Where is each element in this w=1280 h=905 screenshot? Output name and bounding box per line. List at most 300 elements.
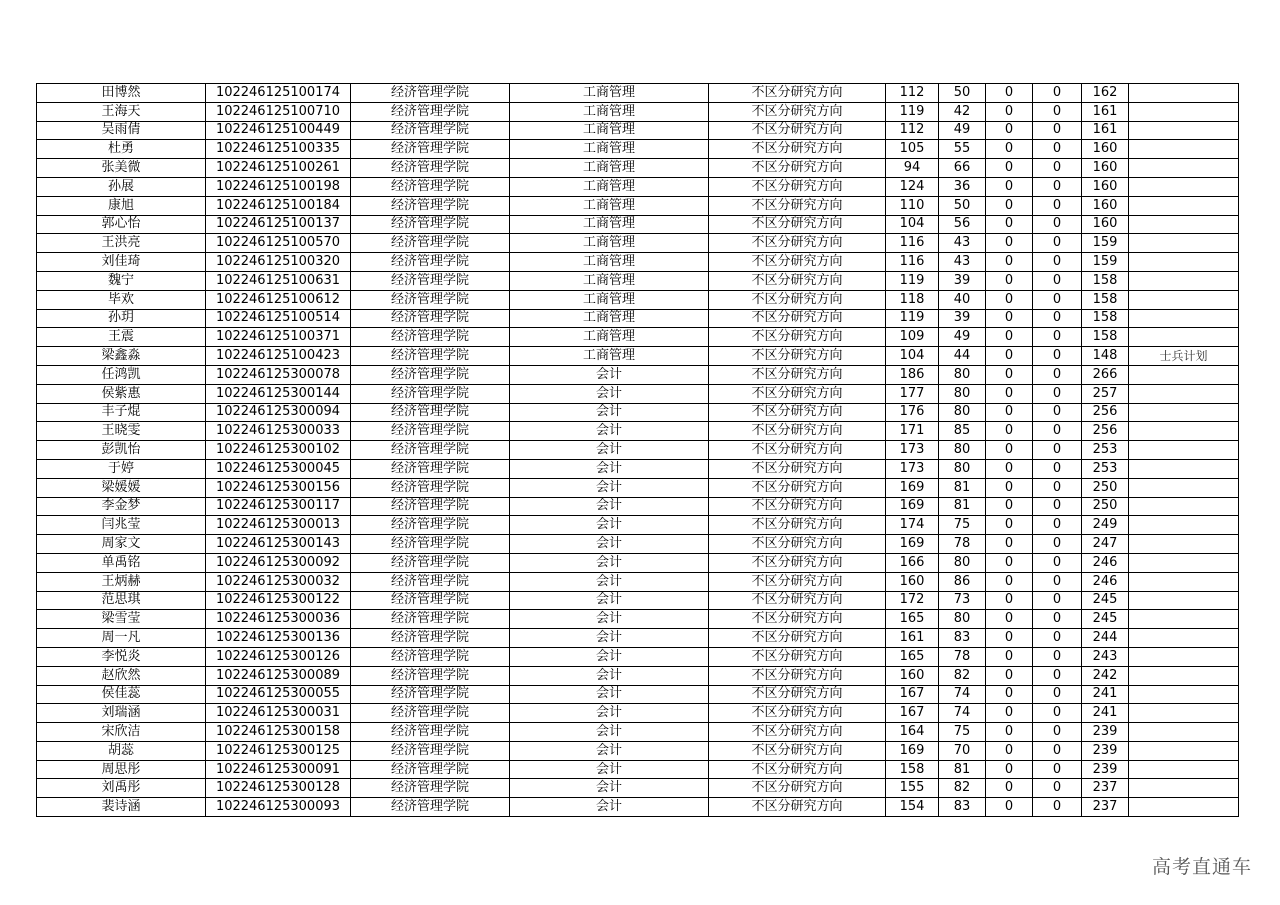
- school-cell: 经济管理学院: [351, 535, 510, 554]
- score4-cell: 0: [1033, 723, 1082, 742]
- school-cell: 经济管理学院: [351, 140, 510, 159]
- exam-id-cell: 102246125100612: [206, 290, 351, 309]
- direction-cell: 不区分研究方向: [709, 271, 886, 290]
- exam-id-cell: 102246125100371: [206, 328, 351, 347]
- note-cell: [1129, 704, 1239, 723]
- exam-id-cell: 102246125300122: [206, 591, 351, 610]
- score2-cell: 82: [939, 779, 986, 798]
- direction-cell: 不区分研究方向: [709, 629, 886, 648]
- exam-id-cell: 102246125100261: [206, 159, 351, 178]
- score4-cell: 0: [1033, 741, 1082, 760]
- direction-cell: 不区分研究方向: [709, 347, 886, 366]
- note-cell: [1129, 365, 1239, 384]
- exam-id-cell: 102246125100423: [206, 347, 351, 366]
- score1-cell: 112: [886, 121, 939, 140]
- name-cell: 周家文: [37, 535, 206, 554]
- score2-cell: 80: [939, 459, 986, 478]
- exam-id-cell: 102246125300092: [206, 553, 351, 572]
- school-cell: 经济管理学院: [351, 365, 510, 384]
- school-cell: 经济管理学院: [351, 760, 510, 779]
- note-cell: [1129, 666, 1239, 685]
- score4-cell: 0: [1033, 798, 1082, 817]
- score3-cell: 0: [986, 610, 1033, 629]
- direction-cell: 不区分研究方向: [709, 591, 886, 610]
- school-cell: 经济管理学院: [351, 572, 510, 591]
- score4-cell: 0: [1033, 441, 1082, 460]
- school-cell: 经济管理学院: [351, 591, 510, 610]
- score1-cell: 165: [886, 610, 939, 629]
- direction-cell: 不区分研究方向: [709, 215, 886, 234]
- exam-id-cell: 102246125300036: [206, 610, 351, 629]
- score4-cell: 0: [1033, 779, 1082, 798]
- score1-cell: 160: [886, 572, 939, 591]
- major-cell: 工商管理: [510, 159, 709, 178]
- score2-cell: 66: [939, 159, 986, 178]
- score3-cell: 0: [986, 290, 1033, 309]
- direction-cell: 不区分研究方向: [709, 459, 886, 478]
- score1-cell: 116: [886, 234, 939, 253]
- note-cell: [1129, 610, 1239, 629]
- score2-cell: 50: [939, 196, 986, 215]
- score1-cell: 118: [886, 290, 939, 309]
- score3-cell: 0: [986, 723, 1033, 742]
- major-cell: 会计: [510, 535, 709, 554]
- note-cell: [1129, 271, 1239, 290]
- total-cell: 249: [1082, 516, 1129, 535]
- table-row: [37, 196, 1239, 215]
- score2-cell: 39: [939, 309, 986, 328]
- total-cell: 246: [1082, 572, 1129, 591]
- score2-cell: 74: [939, 704, 986, 723]
- note-cell: [1129, 234, 1239, 253]
- results-table-body: [37, 84, 1239, 817]
- score4-cell: 0: [1033, 84, 1082, 103]
- score2-cell: 81: [939, 478, 986, 497]
- score1-cell: 104: [886, 215, 939, 234]
- name-cell: 彭凯怡: [37, 441, 206, 460]
- score1-cell: 160: [886, 666, 939, 685]
- total-cell: 242: [1082, 666, 1129, 685]
- major-cell: 会计: [510, 516, 709, 535]
- table-row: [37, 591, 1239, 610]
- score3-cell: 0: [986, 365, 1033, 384]
- score2-cell: 80: [939, 365, 986, 384]
- score4-cell: 0: [1033, 704, 1082, 723]
- major-cell: 工商管理: [510, 234, 709, 253]
- score1-cell: 119: [886, 102, 939, 121]
- score3-cell: 0: [986, 271, 1033, 290]
- name-cell: 李金梦: [37, 497, 206, 516]
- score3-cell: 0: [986, 196, 1033, 215]
- major-cell: 工商管理: [510, 177, 709, 196]
- total-cell: 239: [1082, 760, 1129, 779]
- school-cell: 经济管理学院: [351, 441, 510, 460]
- name-cell: 王炳赫: [37, 572, 206, 591]
- table-row: [37, 215, 1239, 234]
- score2-cell: 78: [939, 535, 986, 554]
- table-row: [37, 779, 1239, 798]
- school-cell: 经济管理学院: [351, 271, 510, 290]
- name-cell: 于婷: [37, 459, 206, 478]
- score4-cell: 0: [1033, 478, 1082, 497]
- score1-cell: 158: [886, 760, 939, 779]
- score3-cell: 0: [986, 760, 1033, 779]
- table-row: [37, 666, 1239, 685]
- score2-cell: 43: [939, 234, 986, 253]
- score2-cell: 78: [939, 647, 986, 666]
- score1-cell: 94: [886, 159, 939, 178]
- direction-cell: 不区分研究方向: [709, 177, 886, 196]
- note-cell: [1129, 102, 1239, 121]
- note-cell: [1129, 535, 1239, 554]
- score4-cell: 0: [1033, 497, 1082, 516]
- total-cell: 245: [1082, 610, 1129, 629]
- school-cell: 经济管理学院: [351, 685, 510, 704]
- school-cell: 经济管理学院: [351, 459, 510, 478]
- name-cell: 康旭: [37, 196, 206, 215]
- school-cell: 经济管理学院: [351, 741, 510, 760]
- name-cell: 胡蕊: [37, 741, 206, 760]
- name-cell: 周一凡: [37, 629, 206, 648]
- score4-cell: 0: [1033, 159, 1082, 178]
- table-row: [37, 478, 1239, 497]
- total-cell: 241: [1082, 704, 1129, 723]
- score2-cell: 39: [939, 271, 986, 290]
- score3-cell: 0: [986, 647, 1033, 666]
- note-cell: [1129, 403, 1239, 422]
- exam-id-cell: 102246125100514: [206, 309, 351, 328]
- table-row: [37, 102, 1239, 121]
- score2-cell: 56: [939, 215, 986, 234]
- school-cell: 经济管理学院: [351, 328, 510, 347]
- direction-cell: 不区分研究方向: [709, 84, 886, 103]
- score4-cell: 0: [1033, 215, 1082, 234]
- direction-cell: 不区分研究方向: [709, 685, 886, 704]
- major-cell: 工商管理: [510, 140, 709, 159]
- total-cell: 256: [1082, 422, 1129, 441]
- score2-cell: 85: [939, 422, 986, 441]
- direction-cell: 不区分研究方向: [709, 234, 886, 253]
- score2-cell: 43: [939, 253, 986, 272]
- name-cell: 侯紫惠: [37, 384, 206, 403]
- major-cell: 工商管理: [510, 196, 709, 215]
- exam-id-cell: 102246125100449: [206, 121, 351, 140]
- score1-cell: 110: [886, 196, 939, 215]
- score3-cell: 0: [986, 666, 1033, 685]
- score4-cell: 0: [1033, 347, 1082, 366]
- total-cell: 237: [1082, 798, 1129, 817]
- score3-cell: 0: [986, 422, 1033, 441]
- exam-id-cell: 102246125100137: [206, 215, 351, 234]
- major-cell: 工商管理: [510, 84, 709, 103]
- score2-cell: 44: [939, 347, 986, 366]
- table-row: [37, 365, 1239, 384]
- major-cell: 工商管理: [510, 328, 709, 347]
- note-cell: [1129, 309, 1239, 328]
- note-cell: [1129, 328, 1239, 347]
- name-cell: 侯佳蕊: [37, 685, 206, 704]
- name-cell: 单禹铭: [37, 553, 206, 572]
- score1-cell: 154: [886, 798, 939, 817]
- exam-id-cell: 102246125300013: [206, 516, 351, 535]
- school-cell: 经济管理学院: [351, 403, 510, 422]
- score4-cell: 0: [1033, 572, 1082, 591]
- note-cell: [1129, 290, 1239, 309]
- note-cell: [1129, 497, 1239, 516]
- score3-cell: 0: [986, 403, 1033, 422]
- table-row: [37, 572, 1239, 591]
- note-cell: [1129, 177, 1239, 196]
- score3-cell: 0: [986, 384, 1033, 403]
- note-cell: [1129, 516, 1239, 535]
- score4-cell: 0: [1033, 196, 1082, 215]
- note-cell: [1129, 441, 1239, 460]
- score2-cell: 73: [939, 591, 986, 610]
- table-row: [37, 647, 1239, 666]
- score1-cell: 169: [886, 535, 939, 554]
- score1-cell: 109: [886, 328, 939, 347]
- school-cell: 经济管理学院: [351, 610, 510, 629]
- table-row: [37, 309, 1239, 328]
- total-cell: 243: [1082, 647, 1129, 666]
- major-cell: 会计: [510, 798, 709, 817]
- direction-cell: 不区分研究方向: [709, 535, 886, 554]
- note-cell: [1129, 798, 1239, 817]
- note-cell: [1129, 459, 1239, 478]
- score4-cell: 0: [1033, 271, 1082, 290]
- score2-cell: 83: [939, 798, 986, 817]
- score3-cell: 0: [986, 685, 1033, 704]
- score3-cell: 0: [986, 798, 1033, 817]
- total-cell: 160: [1082, 140, 1129, 159]
- score4-cell: 0: [1033, 384, 1082, 403]
- exam-id-cell: 102246125300136: [206, 629, 351, 648]
- table-row: [37, 535, 1239, 554]
- direction-cell: 不区分研究方向: [709, 140, 886, 159]
- direction-cell: 不区分研究方向: [709, 647, 886, 666]
- school-cell: 经济管理学院: [351, 629, 510, 648]
- score4-cell: 0: [1033, 459, 1082, 478]
- score4-cell: 0: [1033, 610, 1082, 629]
- direction-cell: 不区分研究方向: [709, 102, 886, 121]
- score3-cell: 0: [986, 234, 1033, 253]
- major-cell: 会计: [510, 403, 709, 422]
- name-cell: 毕欢: [37, 290, 206, 309]
- score4-cell: 0: [1033, 102, 1082, 121]
- direction-cell: 不区分研究方向: [709, 610, 886, 629]
- school-cell: 经济管理学院: [351, 234, 510, 253]
- direction-cell: 不区分研究方向: [709, 422, 886, 441]
- name-cell: 任鸿凯: [37, 365, 206, 384]
- score2-cell: 81: [939, 497, 986, 516]
- name-cell: 王海天: [37, 102, 206, 121]
- score1-cell: 174: [886, 516, 939, 535]
- exam-id-cell: 102246125300117: [206, 497, 351, 516]
- name-cell: 周思彤: [37, 760, 206, 779]
- table-row: [37, 403, 1239, 422]
- score4-cell: 0: [1033, 177, 1082, 196]
- note-cell: [1129, 196, 1239, 215]
- score1-cell: 161: [886, 629, 939, 648]
- total-cell: 244: [1082, 629, 1129, 648]
- total-cell: 256: [1082, 403, 1129, 422]
- exam-id-cell: 102246125100198: [206, 177, 351, 196]
- name-cell: 闫兆莹: [37, 516, 206, 535]
- direction-cell: 不区分研究方向: [709, 309, 886, 328]
- total-cell: 250: [1082, 478, 1129, 497]
- note-cell: [1129, 779, 1239, 798]
- table-row: [37, 347, 1239, 366]
- score3-cell: 0: [986, 102, 1033, 121]
- score4-cell: 0: [1033, 535, 1082, 554]
- direction-cell: 不区分研究方向: [709, 403, 886, 422]
- exam-id-cell: 102246125300128: [206, 779, 351, 798]
- table-row: [37, 459, 1239, 478]
- school-cell: 经济管理学院: [351, 159, 510, 178]
- note-cell: [1129, 121, 1239, 140]
- exam-id-cell: 102246125300126: [206, 647, 351, 666]
- score3-cell: 0: [986, 347, 1033, 366]
- score2-cell: 75: [939, 723, 986, 742]
- major-cell: 会计: [510, 685, 709, 704]
- direction-cell: 不区分研究方向: [709, 196, 886, 215]
- exam-id-cell: 102246125300091: [206, 760, 351, 779]
- score3-cell: 0: [986, 253, 1033, 272]
- score3-cell: 0: [986, 177, 1033, 196]
- score4-cell: 0: [1033, 290, 1082, 309]
- score4-cell: 0: [1033, 553, 1082, 572]
- score4-cell: 0: [1033, 666, 1082, 685]
- school-cell: 经济管理学院: [351, 553, 510, 572]
- total-cell: 158: [1082, 271, 1129, 290]
- score1-cell: 105: [886, 140, 939, 159]
- score2-cell: 83: [939, 629, 986, 648]
- score1-cell: 119: [886, 309, 939, 328]
- major-cell: 会计: [510, 760, 709, 779]
- score4-cell: 0: [1033, 365, 1082, 384]
- major-cell: 工商管理: [510, 347, 709, 366]
- score2-cell: 55: [939, 140, 986, 159]
- total-cell: 160: [1082, 177, 1129, 196]
- score1-cell: 164: [886, 723, 939, 742]
- score1-cell: 177: [886, 384, 939, 403]
- school-cell: 经济管理学院: [351, 516, 510, 535]
- score4-cell: 0: [1033, 591, 1082, 610]
- score3-cell: 0: [986, 159, 1033, 178]
- school-cell: 经济管理学院: [351, 121, 510, 140]
- score4-cell: 0: [1033, 685, 1082, 704]
- exam-id-cell: 102246125300094: [206, 403, 351, 422]
- score4-cell: 0: [1033, 403, 1082, 422]
- major-cell: 会计: [510, 478, 709, 497]
- exam-id-cell: 102246125100174: [206, 84, 351, 103]
- score1-cell: 119: [886, 271, 939, 290]
- table-row: [37, 629, 1239, 648]
- note-cell: [1129, 591, 1239, 610]
- score3-cell: 0: [986, 497, 1033, 516]
- name-cell: 王晓雯: [37, 422, 206, 441]
- score3-cell: 0: [986, 572, 1033, 591]
- score4-cell: 0: [1033, 647, 1082, 666]
- name-cell: 梁雪莹: [37, 610, 206, 629]
- table-row: [37, 290, 1239, 309]
- note-cell: [1129, 84, 1239, 103]
- exam-id-cell: 102246125100631: [206, 271, 351, 290]
- name-cell: 孙玥: [37, 309, 206, 328]
- total-cell: 159: [1082, 234, 1129, 253]
- total-cell: 159: [1082, 253, 1129, 272]
- direction-cell: 不区分研究方向: [709, 741, 886, 760]
- table-row: [37, 553, 1239, 572]
- school-cell: 经济管理学院: [351, 704, 510, 723]
- direction-cell: 不区分研究方向: [709, 159, 886, 178]
- table-row: [37, 516, 1239, 535]
- table-row: [37, 177, 1239, 196]
- exam-id-cell: 102246125100570: [206, 234, 351, 253]
- major-cell: 会计: [510, 723, 709, 742]
- school-cell: 经济管理学院: [351, 647, 510, 666]
- results-table: [36, 83, 1239, 817]
- score4-cell: 0: [1033, 760, 1082, 779]
- total-cell: 257: [1082, 384, 1129, 403]
- note-cell: [1129, 572, 1239, 591]
- exam-id-cell: 102246125300045: [206, 459, 351, 478]
- table-row: [37, 685, 1239, 704]
- school-cell: 经济管理学院: [351, 196, 510, 215]
- score4-cell: 0: [1033, 234, 1082, 253]
- note-cell: [1129, 159, 1239, 178]
- direction-cell: 不区分研究方向: [709, 779, 886, 798]
- score3-cell: 0: [986, 779, 1033, 798]
- total-cell: 160: [1082, 196, 1129, 215]
- score2-cell: 86: [939, 572, 986, 591]
- total-cell: 253: [1082, 441, 1129, 460]
- major-cell: 会计: [510, 591, 709, 610]
- table-row: [37, 497, 1239, 516]
- exam-id-cell: 102246125300125: [206, 741, 351, 760]
- school-cell: 经济管理学院: [351, 384, 510, 403]
- score1-cell: 186: [886, 365, 939, 384]
- score3-cell: 0: [986, 459, 1033, 478]
- score1-cell: 171: [886, 422, 939, 441]
- name-cell: 梁鑫淼: [37, 347, 206, 366]
- major-cell: 会计: [510, 365, 709, 384]
- score2-cell: 42: [939, 102, 986, 121]
- score3-cell: 0: [986, 441, 1033, 460]
- name-cell: 郭心怡: [37, 215, 206, 234]
- score4-cell: 0: [1033, 422, 1082, 441]
- school-cell: 经济管理学院: [351, 497, 510, 516]
- table-row: [37, 704, 1239, 723]
- score1-cell: 172: [886, 591, 939, 610]
- table-row: [37, 741, 1239, 760]
- school-cell: 经济管理学院: [351, 779, 510, 798]
- score2-cell: 36: [939, 177, 986, 196]
- score4-cell: 0: [1033, 253, 1082, 272]
- table-row: [37, 84, 1239, 103]
- score4-cell: 0: [1033, 629, 1082, 648]
- major-cell: 会计: [510, 553, 709, 572]
- total-cell: 266: [1082, 365, 1129, 384]
- note-cell: [1129, 760, 1239, 779]
- school-cell: 经济管理学院: [351, 723, 510, 742]
- total-cell: 158: [1082, 290, 1129, 309]
- score1-cell: 167: [886, 704, 939, 723]
- exam-id-cell: 102246125100184: [206, 196, 351, 215]
- score3-cell: 0: [986, 328, 1033, 347]
- direction-cell: 不区分研究方向: [709, 497, 886, 516]
- exam-id-cell: 102246125100320: [206, 253, 351, 272]
